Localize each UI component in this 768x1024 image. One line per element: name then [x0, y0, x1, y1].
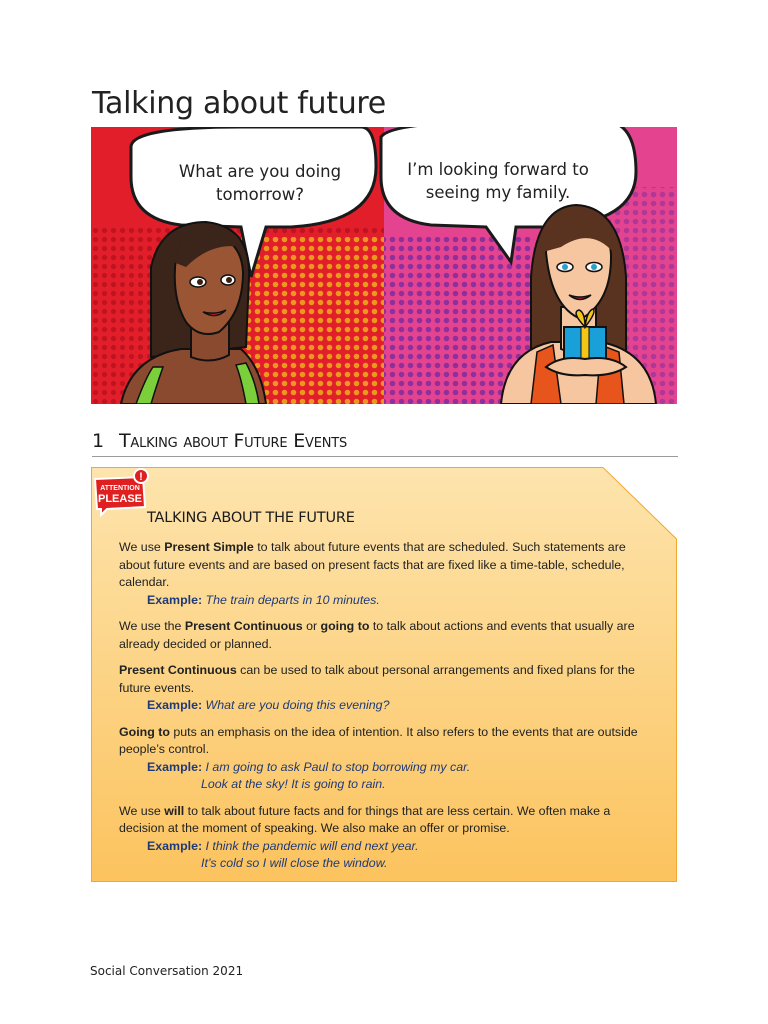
bubble-left-line1: What are you doing — [178, 162, 342, 181]
section-heading — [92, 428, 678, 457]
hero-illustration — [91, 127, 677, 404]
paragraph-present-continuous-going-to: We use the Present Continuous or going to to talk about actions and events that usually are already decided or planned. — [119, 619, 635, 651]
svg-text:!: ! — [139, 471, 143, 483]
paragraph-will: We use will to talk about future facts and for things that are less certain. We often make a decision at the moment of speaking. We also make an offer or promise. — [119, 803, 611, 835]
bubble-right-line2: seeing my family. — [425, 183, 571, 202]
paragraph-present-continuous: Present Continuous can be used to talk about personal arrangements and fixed plans for the future events. — [119, 663, 635, 695]
example-present-simple: Example: The train departs in 10 minutes. — [147, 592, 380, 607]
section-number: 1 — [92, 430, 105, 452]
paragraph-going-to: Going to puts an emphasis on the idea of intention. It also refers to the events that are outside people’s control. — [119, 724, 638, 756]
page-title: Talking about future — [92, 86, 386, 121]
paragraph-present-simple: We use Present Simple to talk about future events that are scheduled. Such statements are about future events and are based on present facts that are fixed like a time-table, schedule, calendar. — [119, 540, 626, 589]
note-heading: TALKING ABOUT THE FUTURE — [147, 510, 355, 526]
example-present-continuous: Example: What are you doing this evening? — [147, 698, 390, 712]
example-going-to: Example: I am going to ask Paul to stop borrowing my car. — [147, 759, 471, 774]
bubble-left-line2: tomorrow? — [216, 185, 304, 204]
svg-text:ATTENTION: ATTENTION — [100, 485, 140, 492]
bubble-right-line1: I’m looking forward to — [407, 160, 589, 179]
attention-please-icon — [93, 467, 151, 517]
svg-text:PLEASE: PLEASE — [97, 493, 143, 505]
pop-art-image — [91, 127, 677, 404]
example-going-to-2: Look at the sky! It is going to rain. — [201, 777, 386, 791]
page-footer: Social Conversation 2021 — [90, 964, 244, 978]
section-title: Talking about Future Events — [119, 430, 348, 452]
attention-note-box — [91, 467, 677, 882]
example-will-2: It’s cold so I will close the window. — [201, 856, 388, 870]
note-body — [119, 539, 639, 873]
example-will: Example: I think the pandemic will end next year. — [147, 838, 419, 853]
